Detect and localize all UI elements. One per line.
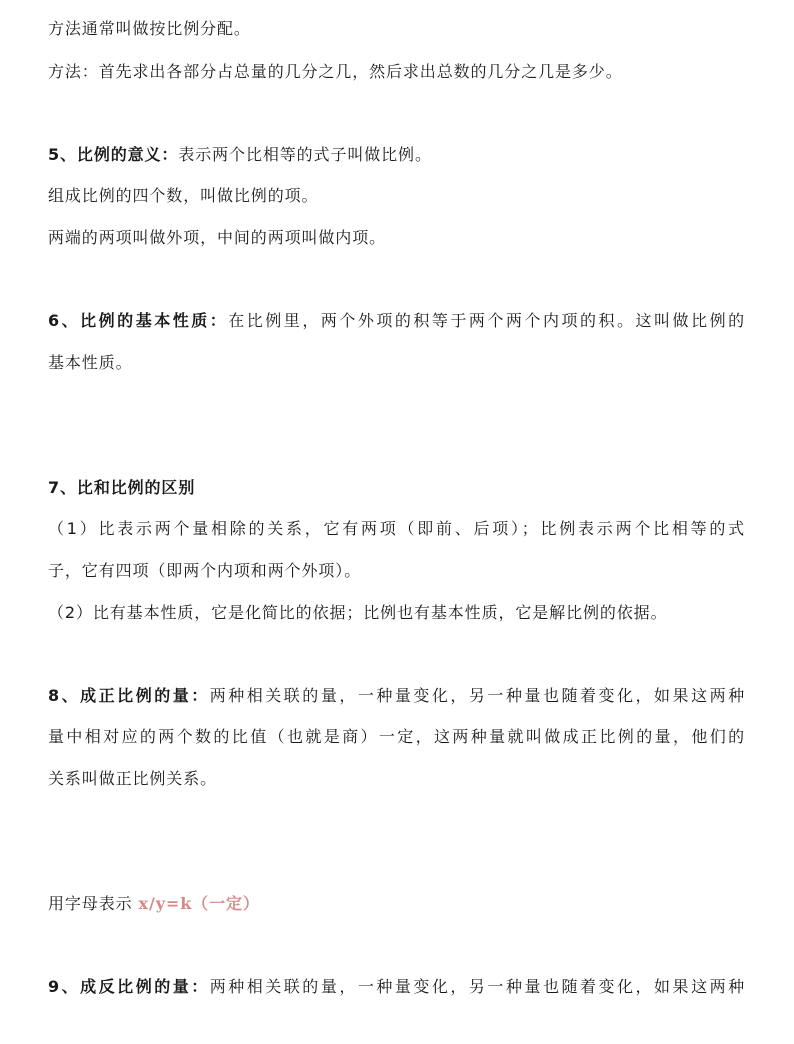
line-text: 方法：首先求出各部分占总量的几分之几，然后求出总数的几分之几是多少。 [48, 62, 623, 81]
line-text: 量中相对应的两个数的比值（也就是商）一定，这两种量就叫做成正比例的量，他们的 [48, 727, 745, 746]
section-term: 8、成正比例的量： [48, 686, 210, 705]
line-text: 子，它有四项（即两个内项和两个外项）。 [48, 561, 362, 580]
line-text: 关系叫做正比例关系。 [48, 769, 218, 788]
line-text: 组成比例的四个数，叫做比例的项。 [48, 186, 319, 205]
section-7-heading [48, 477, 195, 499]
section-term: 5、比例的意义： [48, 145, 179, 164]
line-text: （1）比表示两个量相除的关系，它有两项（即前、后项）；比例表示两个比相等的式 [48, 519, 745, 538]
paragraph-line [48, 227, 386, 249]
paragraph-line [48, 185, 318, 207]
line-text: （2）比有基本性质，它是化简比的依据；比例也有基本性质，它是解比例的依据。 [48, 603, 668, 622]
line-text: 两种相关联的量，一种量变化，另一种量也随着变化，如果这两种 [209, 686, 745, 705]
formula-text: x/y=k（一定） [138, 894, 260, 913]
paragraph-line [48, 352, 133, 374]
line-text: 用字母表示 [48, 894, 133, 913]
line-text: 在比例里，两个外项的积等于两个两个内项的积。这叫做比例的 [228, 311, 745, 330]
line-text: 两端的两项叫做外项，中间的两项叫做内项。 [48, 228, 387, 247]
paragraph-line [48, 518, 745, 540]
paragraph-line [48, 61, 623, 83]
line-text: 两种相关联的量，一种量变化，另一种量也随着变化，如果这两种 [209, 977, 745, 996]
line-text: 表示两个比相等的式子叫做比例。 [178, 145, 432, 164]
section-6-heading [48, 310, 745, 332]
paragraph-line [48, 768, 217, 790]
section-8-heading [48, 685, 745, 707]
paragraph-line [48, 18, 251, 40]
section-term: 7、比和比例的区别 [48, 478, 196, 497]
section-term: 9、成反比例的量： [48, 977, 210, 996]
section-9-heading [48, 976, 745, 998]
section-5-heading [48, 144, 432, 166]
line-text: 基本性质。 [48, 353, 133, 372]
paragraph-line [48, 602, 667, 624]
paragraph-line [48, 726, 745, 748]
line-text: 方法通常叫做按比例分配。 [48, 19, 251, 38]
formula-line [48, 893, 260, 915]
section-term: 6、比例的基本性质： [48, 311, 229, 330]
paragraph-line [48, 560, 361, 582]
